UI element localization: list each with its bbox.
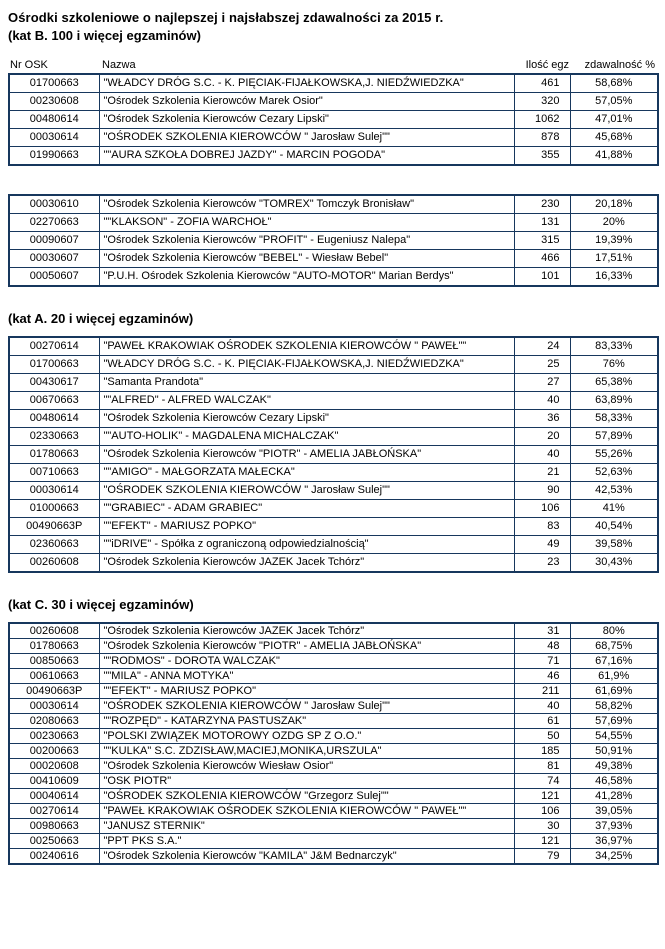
cell-nazwa: "OŚRODEK SZKOLENIA KIEROWCÓW " Jarosław Sulej"" bbox=[99, 129, 514, 147]
table-row bbox=[9, 464, 658, 482]
table-row bbox=[9, 446, 658, 464]
table-row bbox=[9, 482, 658, 500]
table-row bbox=[9, 374, 658, 392]
table-row bbox=[9, 684, 658, 699]
cell-nr-osk: 00260608 bbox=[9, 623, 99, 639]
cell-nazwa: ""EFEKT" - MARIUSZ POPKO" bbox=[99, 518, 514, 536]
cell-ilosc-egz: 230 bbox=[514, 195, 570, 214]
cell-nr-osk: 00030614 bbox=[9, 482, 99, 500]
cell-nazwa: "Ośrodek Szkolenia Kierowców "PIOTR" - AMELIA JABŁOŃSKA" bbox=[99, 639, 514, 654]
cell-nr-osk: 00980663 bbox=[9, 819, 99, 834]
cell-ilosc-egz: 20 bbox=[514, 428, 570, 446]
cell-zdawalnosc: 76% bbox=[570, 356, 658, 374]
cell-zdawalnosc: 39,05% bbox=[570, 804, 658, 819]
cell-nr-osk: 00200663 bbox=[9, 744, 99, 759]
cell-nazwa: "POLSKI ZWIĄZEK MOTOROWY OZDG SP Z O.O." bbox=[99, 729, 514, 744]
cell-nr-osk: 00670663 bbox=[9, 392, 99, 410]
cell-zdawalnosc: 58,68% bbox=[570, 74, 658, 93]
cell-nazwa: ""MILA" - ANNA MOTYKA" bbox=[99, 669, 514, 684]
cell-zdawalnosc: 58,33% bbox=[570, 410, 658, 428]
cell-nazwa: "Ośrodek Szkolenia Kierowców Cezary Lipski" bbox=[99, 111, 514, 129]
cell-nr-osk: 00410609 bbox=[9, 774, 99, 789]
table-row bbox=[9, 518, 658, 536]
cell-nazwa: ""RODMOS" - DOROTA WALCZAK" bbox=[99, 654, 514, 669]
cell-ilosc-egz: 878 bbox=[514, 129, 570, 147]
cell-zdawalnosc: 68,75% bbox=[570, 639, 658, 654]
cell-zdawalnosc: 20% bbox=[570, 214, 658, 232]
cell-nr-osk: 00030607 bbox=[9, 250, 99, 268]
table-kat-a bbox=[8, 336, 659, 573]
cell-nr-osk: 00850663 bbox=[9, 654, 99, 669]
cell-zdawalnosc: 20,18% bbox=[570, 195, 658, 214]
cell-nazwa: "Ośrodek Szkolenia Kierowców "TOMREX" Tomczyk Bronisław" bbox=[99, 195, 514, 214]
cell-nazwa: "P.U.H. Ośrodek Szkolenia Kierowców "AUTO-MOTOR" Marian Berdys" bbox=[99, 268, 514, 287]
cell-zdawalnosc: 65,38% bbox=[570, 374, 658, 392]
cell-nazwa: "Ośrodek Szkolenia Kierowców JAZEK Jacek Tchórz" bbox=[99, 623, 514, 639]
cell-nazwa: "OŚRODEK SZKOLENIA KIEROWCÓW " Jarosław Sulej"" bbox=[99, 482, 514, 500]
cell-nr-osk: 02080663 bbox=[9, 714, 99, 729]
cell-zdawalnosc: 80% bbox=[570, 623, 658, 639]
cell-nazwa: "Ośrodek Szkolenia Kierowców Wiesław Osior" bbox=[99, 759, 514, 774]
cell-nr-osk: 00030614 bbox=[9, 129, 99, 147]
cell-nazwa: "OSK PIOTR" bbox=[99, 774, 514, 789]
cell-zdawalnosc: 58,82% bbox=[570, 699, 658, 714]
cell-nazwa: "PAWEŁ KRAKOWIAK OŚRODEK SZKOLENIA KIEROWCÓW " PAWEŁ"" bbox=[99, 337, 514, 356]
table-row bbox=[9, 623, 658, 639]
cell-nr-osk: 01000663 bbox=[9, 500, 99, 518]
cell-nazwa: ""KULKA" S.C. ZDZISŁAW,MACIEJ,MONIKA,URSZULA" bbox=[99, 744, 514, 759]
cell-nazwa: "Ośrodek Szkolenia Kierowców "KAMILA" J&M Bednarczyk" bbox=[99, 849, 514, 865]
table-row bbox=[9, 111, 658, 129]
cell-ilosc-egz: 46 bbox=[514, 669, 570, 684]
cell-ilosc-egz: 461 bbox=[514, 74, 570, 93]
cell-zdawalnosc: 50,91% bbox=[570, 744, 658, 759]
cell-ilosc-egz: 101 bbox=[514, 268, 570, 287]
cell-ilosc-egz: 106 bbox=[514, 500, 570, 518]
table-row bbox=[9, 129, 658, 147]
cell-zdawalnosc: 61,9% bbox=[570, 669, 658, 684]
cell-nr-osk: 01780663 bbox=[9, 639, 99, 654]
cell-nazwa: ""ROZPĘD" - KATARZYNA PASTUSZAK" bbox=[99, 714, 514, 729]
cell-ilosc-egz: 23 bbox=[514, 554, 570, 573]
cell-zdawalnosc: 83,33% bbox=[570, 337, 658, 356]
cell-zdawalnosc: 52,63% bbox=[570, 464, 658, 482]
cell-zdawalnosc: 37,93% bbox=[570, 819, 658, 834]
cell-ilosc-egz: 71 bbox=[514, 654, 570, 669]
cell-ilosc-egz: 121 bbox=[514, 834, 570, 849]
cell-zdawalnosc: 19,39% bbox=[570, 232, 658, 250]
table-row bbox=[9, 195, 658, 214]
cell-ilosc-egz: 79 bbox=[514, 849, 570, 865]
cell-ilosc-egz: 83 bbox=[514, 518, 570, 536]
cell-nr-osk: 00270614 bbox=[9, 804, 99, 819]
cell-nazwa: "JANUSZ STERNIK" bbox=[99, 819, 514, 834]
cell-nr-osk: 00230663 bbox=[9, 729, 99, 744]
cell-nr-osk: 00030610 bbox=[9, 195, 99, 214]
cell-zdawalnosc: 63,89% bbox=[570, 392, 658, 410]
cell-nr-osk: 00270614 bbox=[9, 337, 99, 356]
cell-nr-osk: 00250663 bbox=[9, 834, 99, 849]
cell-zdawalnosc: 34,25% bbox=[570, 849, 658, 865]
cell-ilosc-egz: 40 bbox=[514, 446, 570, 464]
table-row bbox=[9, 744, 658, 759]
cell-nr-osk: 02360663 bbox=[9, 536, 99, 554]
cell-ilosc-egz: 466 bbox=[514, 250, 570, 268]
table-row bbox=[9, 759, 658, 774]
table-row bbox=[9, 268, 658, 287]
cell-nazwa: ""KLAKSON" - ZOFIA WARCHOŁ" bbox=[99, 214, 514, 232]
table-row bbox=[9, 669, 658, 684]
cell-nr-osk: 00020608 bbox=[9, 759, 99, 774]
table-row bbox=[9, 337, 658, 356]
table-row bbox=[9, 639, 658, 654]
cell-nr-osk: 01700663 bbox=[9, 74, 99, 93]
cell-ilosc-egz: 21 bbox=[514, 464, 570, 482]
table-kat-b-worst bbox=[8, 194, 659, 287]
column-header-nazwa: Nazwa bbox=[102, 59, 136, 71]
table-row bbox=[9, 428, 658, 446]
cell-ilosc-egz: 27 bbox=[514, 374, 570, 392]
cell-zdawalnosc: 17,51% bbox=[570, 250, 658, 268]
table-kat-b-best bbox=[8, 73, 659, 166]
section-heading-kat-c: (kat C. 30 i więcej egzaminów) bbox=[8, 597, 194, 612]
table-row bbox=[9, 714, 658, 729]
table-row bbox=[9, 232, 658, 250]
table-row bbox=[9, 554, 658, 573]
cell-ilosc-egz: 90 bbox=[514, 482, 570, 500]
cell-nr-osk: 01780663 bbox=[9, 446, 99, 464]
cell-zdawalnosc: 57,89% bbox=[570, 428, 658, 446]
cell-nazwa: ""GRABIEC" - ADAM GRABIEC" bbox=[99, 500, 514, 518]
cell-nr-osk: 02270663 bbox=[9, 214, 99, 232]
table-kat-c bbox=[8, 622, 659, 865]
cell-nazwa: "PAWEŁ KRAKOWIAK OŚRODEK SZKOLENIA KIEROWCÓW " PAWEŁ"" bbox=[99, 804, 514, 819]
cell-ilosc-egz: 211 bbox=[514, 684, 570, 699]
cell-nr-osk: 00480614 bbox=[9, 111, 99, 129]
column-header-ilosc-egz: Ilość egz bbox=[525, 59, 569, 71]
cell-nr-osk: 00050607 bbox=[9, 268, 99, 287]
cell-zdawalnosc: 49,38% bbox=[570, 759, 658, 774]
table-row bbox=[9, 819, 658, 834]
cell-nazwa: "WŁADCY DRÓG S.C. - K. PIĘCIAK-FIJAŁKOWSKA,J. NIEDŹWIEDZKA" bbox=[99, 74, 514, 93]
table-row bbox=[9, 834, 658, 849]
table-row bbox=[9, 74, 658, 93]
cell-nazwa: "OŚRODEK SZKOLENIA KIEROWCÓW " Jarosław Sulej"" bbox=[99, 699, 514, 714]
cell-ilosc-egz: 49 bbox=[514, 536, 570, 554]
cell-zdawalnosc: 42,53% bbox=[570, 482, 658, 500]
cell-ilosc-egz: 74 bbox=[514, 774, 570, 789]
cell-ilosc-egz: 320 bbox=[514, 93, 570, 111]
table-row bbox=[9, 774, 658, 789]
cell-nazwa: "Ośrodek Szkolenia Kierowców "PIOTR" - AMELIA JABŁOŃSKA" bbox=[99, 446, 514, 464]
table-row bbox=[9, 392, 658, 410]
cell-zdawalnosc: 46,58% bbox=[570, 774, 658, 789]
cell-ilosc-egz: 40 bbox=[514, 392, 570, 410]
table-row bbox=[9, 536, 658, 554]
cell-nr-osk: 00090607 bbox=[9, 232, 99, 250]
cell-nazwa: ""AURA SZKOŁA DOBREJ JAZDY" - MARCIN POGODA" bbox=[99, 147, 514, 166]
cell-ilosc-egz: 24 bbox=[514, 337, 570, 356]
table-row bbox=[9, 804, 658, 819]
cell-zdawalnosc: 36,97% bbox=[570, 834, 658, 849]
cell-nr-osk: 00490663P bbox=[9, 684, 99, 699]
cell-ilosc-egz: 36 bbox=[514, 410, 570, 428]
cell-zdawalnosc: 30,43% bbox=[570, 554, 658, 573]
cell-zdawalnosc: 39,58% bbox=[570, 536, 658, 554]
cell-nazwa: "OŚRODEK SZKOLENIA KIEROWCÓW "Grzegorz Sulej"" bbox=[99, 789, 514, 804]
table-row bbox=[9, 500, 658, 518]
section-heading-kat-b: (kat B. 100 i więcej egzaminów) bbox=[8, 28, 201, 43]
cell-nr-osk: 00040614 bbox=[9, 789, 99, 804]
table-row bbox=[9, 654, 658, 669]
column-header-nr-osk: Nr OSK bbox=[10, 59, 48, 71]
cell-nazwa: "Ośrodek Szkolenia Kierowców JAZEK Jacek Tchórz" bbox=[99, 554, 514, 573]
cell-ilosc-egz: 40 bbox=[514, 699, 570, 714]
cell-ilosc-egz: 25 bbox=[514, 356, 570, 374]
cell-nazwa: "Ośrodek Szkolenia Kierowców Marek Osior" bbox=[99, 93, 514, 111]
cell-zdawalnosc: 54,55% bbox=[570, 729, 658, 744]
cell-ilosc-egz: 30 bbox=[514, 819, 570, 834]
cell-ilosc-egz: 355 bbox=[514, 147, 570, 166]
cell-ilosc-egz: 121 bbox=[514, 789, 570, 804]
cell-zdawalnosc: 40,54% bbox=[570, 518, 658, 536]
cell-nazwa: "Ośrodek Szkolenia Kierowców Cezary Lipski" bbox=[99, 410, 514, 428]
page-title: Ośrodki szkoleniowe o najlepszej i najsłabszej zdawalności za 2015 r. bbox=[8, 10, 444, 25]
table-row bbox=[9, 410, 658, 428]
cell-nr-osk: 01990663 bbox=[9, 147, 99, 166]
cell-zdawalnosc: 55,26% bbox=[570, 446, 658, 464]
cell-ilosc-egz: 1062 bbox=[514, 111, 570, 129]
cell-nr-osk: 02330663 bbox=[9, 428, 99, 446]
cell-ilosc-egz: 61 bbox=[514, 714, 570, 729]
cell-nazwa: "WŁADCY DRÓG S.C. - K. PIĘCIAK-FIJAŁKOWSKA,J. NIEDŹWIEDZKA" bbox=[99, 356, 514, 374]
cell-nazwa: ""iDRIVE" - Spółka z ograniczoną odpowiedzialnością" bbox=[99, 536, 514, 554]
cell-nr-osk: 00030614 bbox=[9, 699, 99, 714]
cell-zdawalnosc: 57,69% bbox=[570, 714, 658, 729]
table-row bbox=[9, 93, 658, 111]
cell-nr-osk: 00710663 bbox=[9, 464, 99, 482]
table-row bbox=[9, 729, 658, 744]
cell-ilosc-egz: 131 bbox=[514, 214, 570, 232]
cell-nr-osk: 00260608 bbox=[9, 554, 99, 573]
cell-nazwa: "Ośrodek Szkolenia Kierowców "PROFIT" - Eugeniusz Nalepa" bbox=[99, 232, 514, 250]
cell-nr-osk: 00480614 bbox=[9, 410, 99, 428]
section-heading-kat-a: (kat A. 20 i więcej egzaminów) bbox=[8, 311, 194, 326]
cell-ilosc-egz: 106 bbox=[514, 804, 570, 819]
cell-zdawalnosc: 61,69% bbox=[570, 684, 658, 699]
cell-zdawalnosc: 41,88% bbox=[570, 147, 658, 166]
cell-ilosc-egz: 185 bbox=[514, 744, 570, 759]
cell-nr-osk: 00490663P bbox=[9, 518, 99, 536]
table-row bbox=[9, 250, 658, 268]
cell-ilosc-egz: 31 bbox=[514, 623, 570, 639]
cell-zdawalnosc: 41% bbox=[570, 500, 658, 518]
cell-nr-osk: 00430617 bbox=[9, 374, 99, 392]
cell-nr-osk: 00240616 bbox=[9, 849, 99, 865]
cell-ilosc-egz: 50 bbox=[514, 729, 570, 744]
cell-ilosc-egz: 81 bbox=[514, 759, 570, 774]
cell-zdawalnosc: 16,33% bbox=[570, 268, 658, 287]
cell-nazwa: ""EFEKT" - MARIUSZ POPKO" bbox=[99, 684, 514, 699]
cell-nazwa: "Ośrodek Szkolenia Kierowców "BEBEL" - Wiesław Bebel" bbox=[99, 250, 514, 268]
cell-zdawalnosc: 45,68% bbox=[570, 129, 658, 147]
cell-nr-osk: 00610663 bbox=[9, 669, 99, 684]
table-row bbox=[9, 849, 658, 865]
table-row bbox=[9, 699, 658, 714]
table-row bbox=[9, 147, 658, 166]
cell-zdawalnosc: 47,01% bbox=[570, 111, 658, 129]
cell-zdawalnosc: 41,28% bbox=[570, 789, 658, 804]
cell-nazwa: ""ALFRED" - ALFRED WALCZAK" bbox=[99, 392, 514, 410]
cell-zdawalnosc: 67,16% bbox=[570, 654, 658, 669]
table-row bbox=[9, 214, 658, 232]
table-row bbox=[9, 356, 658, 374]
cell-nazwa: "PPT PKS S.A." bbox=[99, 834, 514, 849]
cell-nr-osk: 00230608 bbox=[9, 93, 99, 111]
spacer bbox=[8, 166, 657, 194]
cell-nazwa: "Samanta Prandota" bbox=[99, 374, 514, 392]
cell-ilosc-egz: 48 bbox=[514, 639, 570, 654]
cell-nazwa: ""AUTO-HOLIK" - MAGDALENA MICHALCZAK" bbox=[99, 428, 514, 446]
cell-nr-osk: 01700663 bbox=[9, 356, 99, 374]
column-header-zdawalnosc: zdawalność % bbox=[584, 59, 655, 71]
table-row bbox=[9, 789, 658, 804]
cell-nazwa: ""AMIGO" - MAŁGORZATA MAŁECKA" bbox=[99, 464, 514, 482]
cell-ilosc-egz: 315 bbox=[514, 232, 570, 250]
table-column-headers bbox=[8, 59, 657, 71]
cell-zdawalnosc: 57,05% bbox=[570, 93, 658, 111]
